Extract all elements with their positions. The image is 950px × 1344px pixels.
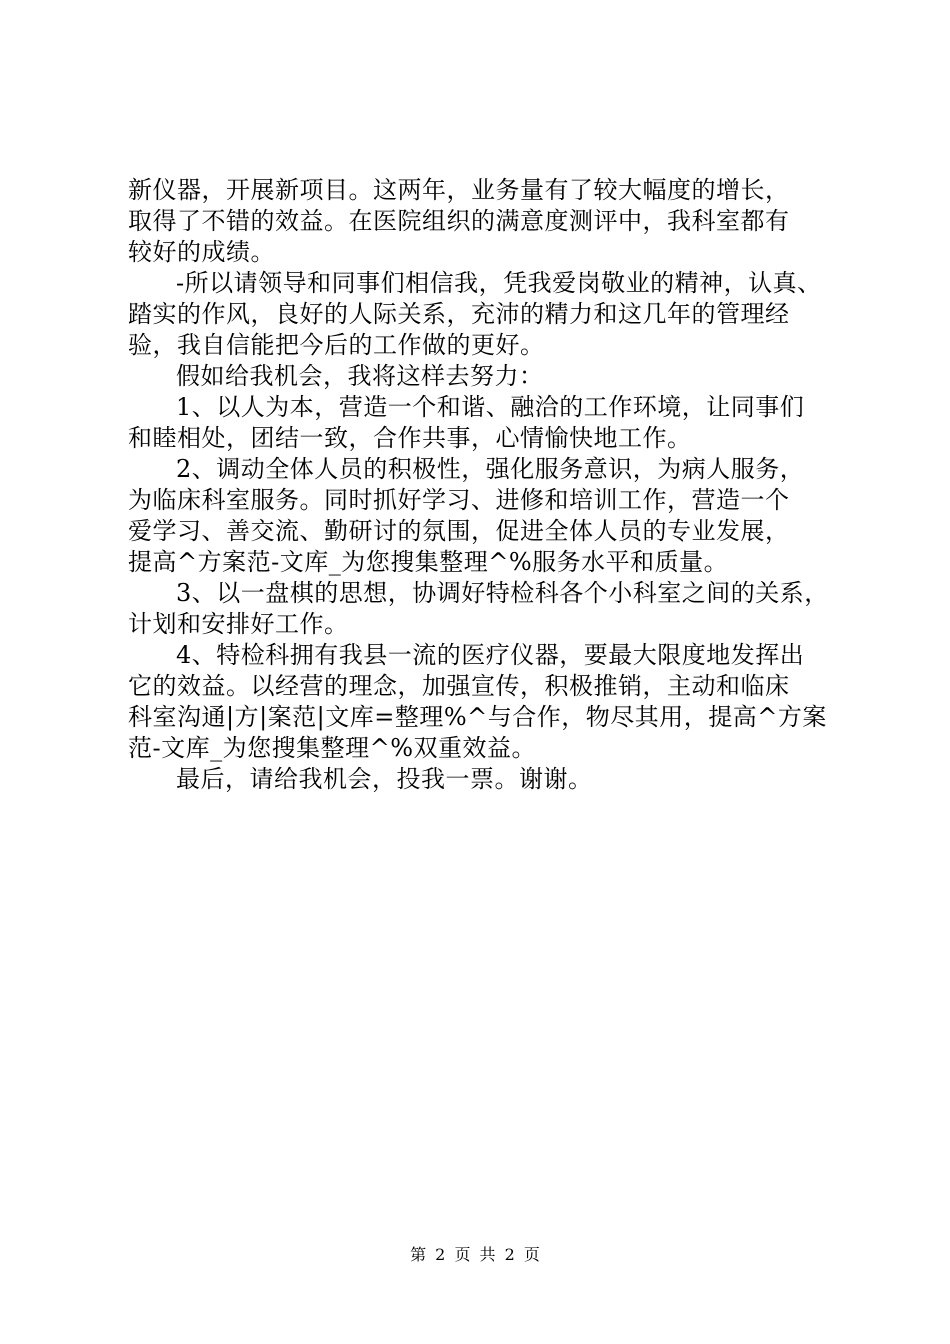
text-line: 较好的成绩。 [128, 238, 275, 266]
text-line: 最后，请给我机会，投我一票。谢谢。 [176, 765, 593, 793]
text-line: 2、调动全体人员的积极性，强化服务意识，为病人服务， [176, 455, 805, 483]
text-line: 假如给我机会，我将这样去努力： [176, 362, 544, 390]
text-line: -所以请领导和同事们相信我，凭我爱岗敬业的精神，认真、 [176, 269, 822, 297]
text-line: 取得了不错的效益。在医院组织的满意度测评中，我科室都有 [128, 207, 790, 235]
document-body [128, 175, 848, 795]
text-line: 计划和安排好工作。 [128, 610, 349, 638]
text-line: 它的效益。以经营的理念，加强宣传，积极推销，主动和临床 [128, 672, 790, 700]
page-number-footer: 第 2 页 共 2 页 [410, 1245, 540, 1264]
text-line: 新仪器，开展新项目。这两年，业务量有了较大幅度的增长， [128, 176, 790, 204]
text-line: 3、以一盘棋的思想，协调好特检科各个小科室之间的关系， [176, 579, 829, 607]
text-line: 4、特检科拥有我县一流的医疗仪器，要最大限度地发挥出 [176, 641, 805, 669]
text-line: 提高^方案范-文库_为您搜集整理^%服务水平和质量。 [128, 548, 729, 576]
text-line: 和睦相处，团结一致，合作共事，心情愉快地工作。 [128, 424, 692, 452]
text-line: 科室沟通|方|案范|文库=整理%^与合作，物尽其用，提高^方案 [128, 703, 827, 731]
text-line: 为临床科室服务。同时抓好学习、进修和培训工作，营造一个 [128, 486, 790, 514]
text-line: 踏实的作风，良好的人际关系，充沛的精力和这几年的管理经 [128, 300, 790, 328]
text-line: 1、以人为本，营造一个和谐、融洽的工作环境，让同事们 [176, 393, 805, 421]
text-line: 爱学习、善交流、勤研讨的氛围，促进全体人员的专业发展， [128, 517, 790, 545]
text-line: 范-文库_为您搜集整理^%双重效益。 [128, 734, 537, 762]
text-line: 验，我自信能把今后的工作做的更好。 [128, 331, 545, 359]
